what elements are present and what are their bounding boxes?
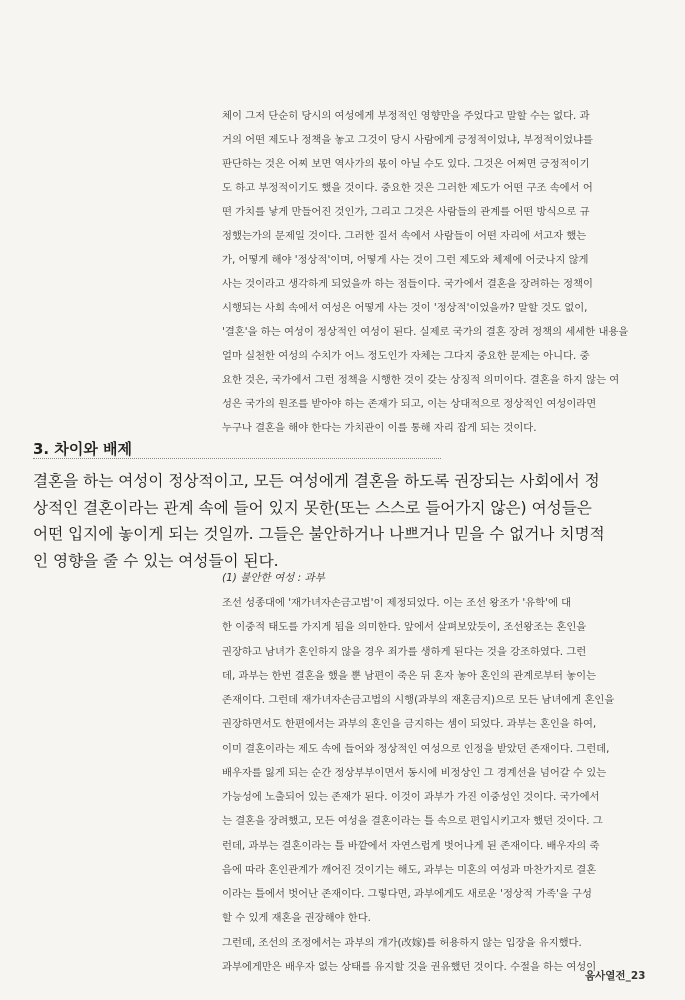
text-line: 거의 어떤 제도나 정책을 놓고 그것이 당시 사람에게 긍정적이었냐, 부정적이었냐를 (222, 134, 593, 146)
text-line: 가능성에 노출되어 있는 존재가 된다. 이것이 과부가 가진 이중성인 것이다. 국가에서 (222, 791, 600, 803)
text-line: 존재이다. 그런데 재가녀자손금고법의 시행(과부의 재혼금지)으로 모든 남녀에게 혼인을 (222, 694, 615, 706)
text-line: 판단하는 것은 어찌 보면 역사가의 몫이 아닐 수도 있다. 그것은 어쩌면 긍정적이기 (222, 158, 590, 170)
text-line: 시행되는 사회 속에서 여성은 어떻게 사는 것이 '정상적'이었을까? 말할 것도 없이, (222, 302, 588, 314)
text-line: 누구나 결혼을 해야 한다는 가치관이 이를 통해 자리 잡게 되는 것이다. (222, 422, 537, 434)
text-line: 데, 과부는 한번 결혼을 했을 뿐 남편이 죽은 뒤 혼자 놓아 혼인의 관계로부터 놓이는 (222, 669, 597, 682)
text-line: 한 이중적 태도를 가지게 됨을 의미한다. 앞에서 살펴보았듯이, 조선왕조는 혼인을 (222, 621, 587, 634)
body-paragraph-1 (222, 104, 652, 440)
text-line: 런데, 과부는 결혼이라는 틀 바깥에서 자연스럽게 벗어나게 된 존재이다. 배우자의 죽 (222, 839, 600, 852)
section-heading: 3. 차이와 배제 (33, 440, 133, 458)
text-line: 조선 성종대에 '재가녀자손금고법'이 제정되었다. 이는 조선 왕조가 '유학'에 대 (222, 597, 572, 609)
text-line: 할 수 있게 재혼을 권장해야 한다. (222, 912, 371, 925)
text-line: 체이 그저 단순히 당시의 여성에게 부정적인 영향만을 주었다고 말할 수는 없다. 과 (222, 110, 590, 122)
subsection-heading: (1) 불안한 여성 : 과부 (222, 572, 325, 584)
text-line: 음에 따라 혼인관계가 깨어진 것이기는 해도, 과부는 미혼의 여성과 마찬가지로 결혼 (222, 863, 597, 876)
body-paragraph-2 (222, 591, 654, 979)
page-footer: 움사열전_23 (585, 970, 646, 982)
intro-line: 어떤 입지에 놓이게 되는 것일까. 그들은 불안하거나 나쁘거나 믿을 수 없거나 치명적 (33, 525, 605, 544)
text-line: 성은 국가의 원조를 받아야 하는 존재가 되고, 이는 상대적으로 정상적인 여성이라면 (222, 398, 597, 410)
text-line: 그런데, 조선의 조정에서는 과부의 개가(改嫁)를 허용하지 않는 입장을 유지했다. (222, 936, 582, 949)
text-line: 정했는가의 문제일 것이다. 그러한 질서 속에서 사람들이 어떤 자리에 서고자 했는 (222, 230, 587, 242)
text-line: 이라는 틀에서 벗어난 존재이다. 그렇다면, 과부에게도 새로운 '정상적 가족'을 구성 (222, 888, 592, 900)
section-heading-divider (33, 458, 441, 459)
section-intro (33, 468, 663, 575)
text-line: 사는 것이라고 생각하게 되었을까 하는 점들이다. 국가에서 결혼을 장려하는 정책이 (222, 278, 593, 290)
intro-line: 인 영향을 줄 수 있는 여성들이 된다. (33, 552, 279, 571)
text-line: 과부에게만은 배우자 없는 상태를 유지할 것을 권유했던 것이다. 수절을 하는 여성이 (222, 960, 597, 973)
text-line: 배우자를 잃게 되는 순간 정상부부이면서 동시에 비정상인 그 경계선을 넘어갈 수 있는 (222, 766, 607, 779)
text-line: 이미 결혼이라는 제도 속에 들어와 정상적인 여성으로 인정을 받았던 존재이다. 그런데, (222, 742, 610, 755)
text-line: 권장하면서도 한편에서는 과부의 혼인을 금지하는 셈이 되었다. 과부는 혼인을 하여, (222, 718, 597, 731)
text-line: '결혼'을 하는 여성이 정상적인 여성이 된다. 실제로 국가의 결혼 장려 정책의 세세한 내용을 (222, 326, 629, 338)
text-line: 권장하고 남녀가 혼인하지 않을 경우 죄가를 생하게 된다는 것을 강조하였다. 그런 (222, 645, 587, 658)
text-line: 가, 어떻게 해야 '정상적'이며, 어떻게 사는 것이 그런 제도와 체제에 어긋나지 않게 (222, 254, 589, 266)
text-line: 요한 것은, 국가에서 그런 정책을 시행한 것이 갖는 상징적 의미이다. 결혼을 하지 않는 여 (222, 374, 620, 386)
text-line: 도 하고 부정적이기도 했을 것이다. 중요한 것은 그러한 제도가 어떤 구조 속에서 어 (222, 182, 593, 194)
text-line: 얼마 실천한 여성의 수치가 어느 정도인가 자체는 그다지 중요한 문제는 아니다. 중 (222, 350, 590, 362)
text-line: 떤 가치를 낳게 만들어진 것인가, 그리고 그것은 사람들의 관계를 어떤 방식으로 규 (222, 206, 590, 218)
text-line: 는 결혼을 장려했고, 모든 여성을 결혼이라는 틀 속으로 편입시키고자 했던 것이다. 그 (222, 815, 603, 828)
intro-line: 상적인 결혼이라는 관계 속에 들어 있지 못한(또는 스스로 들어가지 않은) 여성들은 (33, 498, 592, 517)
intro-line: 결혼을 하는 여성이 정상적이고, 모든 여성에게 결혼을 하도록 권장되는 사회에서 정 (33, 472, 600, 490)
